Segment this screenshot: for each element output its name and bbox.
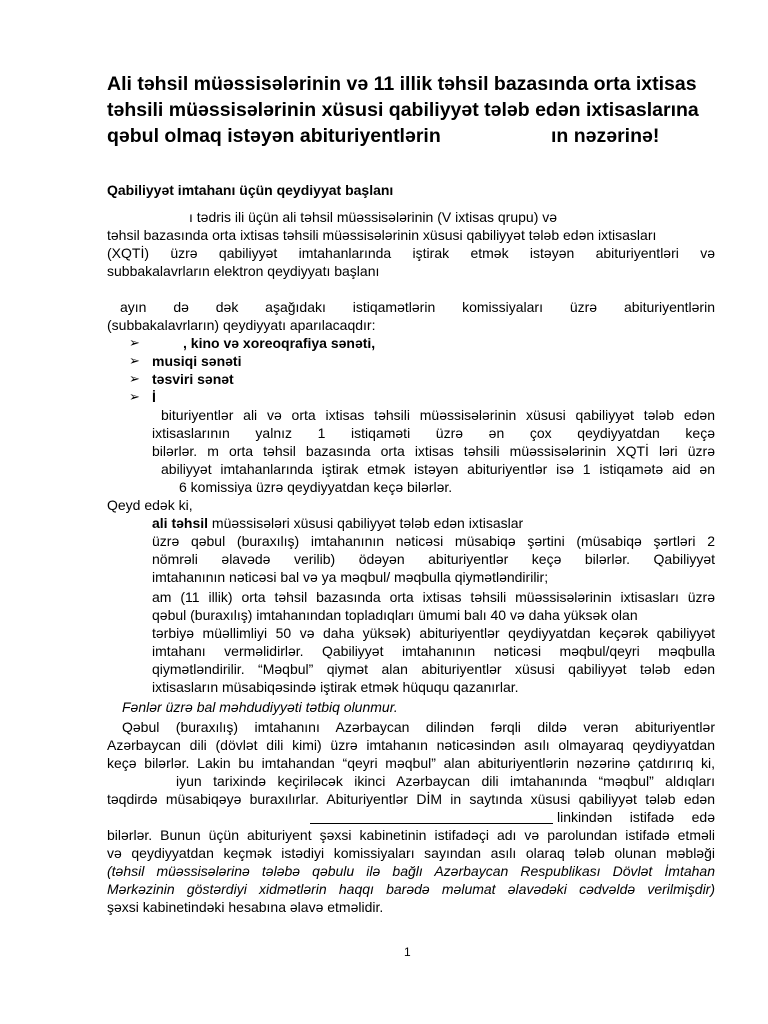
intro-line: təhsil bazasında orta ixtisas təhsili müəssisələrinin xüsusi qabiliyyət tələb edən ixtisasları xyxy=(107,227,657,243)
paragraph-line: Qəbul (buraxılış) imtahanını Azərbaycan dilindən fərqli dildə verən abituriyentlər xyxy=(122,719,715,735)
bullet-item: təsviri sənət xyxy=(152,371,234,387)
note-text: müəssisələri xüsusi qabiliyyət tələb edən ixtisaslar xyxy=(208,515,524,531)
title-line-part: qəbul olmaq istəyən abituriyentlərin xyxy=(107,125,441,147)
intro-line: (XQTİ) üzrə qabiliyyət imtahanlarında iştirak etmək istəyən abituriyentləri və xyxy=(107,245,715,261)
bullet-arrow-icon: ➢ xyxy=(129,371,140,386)
intro-line: ı tədris ili üçün ali təhsil müəssisələrinin (V ixtisas qrupu) və xyxy=(189,209,558,225)
paragraph-line: bituriyentlər ali və orta ixtisas təhsili müəssisələrinin xüsusi qabiliyyət tələb edən xyxy=(161,407,715,423)
note-line xyxy=(152,514,715,532)
italic-line: (təhsil müəssisələrinə tələbə qəbulu ilə bağlı Azərbaycan Respublikası Dövlət İmtahan xyxy=(107,863,715,879)
page-number: 1 xyxy=(404,945,411,959)
italic-line: Mərkəzinin göstərdiyi xidmətlərin haqqı barədə məlumat əlavədəki cədvəldə verilmişdir) xyxy=(107,881,715,897)
note-line: üzrə qəbul (buraxılış) imtahanının nəticəsi müsabiqə şərtini (müsabiqə şərtləri 2 xyxy=(152,533,715,549)
paragraph-line: bilərlər. Bunun üçün abituriyent şəxsi kabinetinin istifadəçi adı və parolundan istifadə etməli xyxy=(107,827,715,843)
note-line: imtahanının nəticəsi bal və ya məqbul/ məqbulla qiymətləndirilir; xyxy=(152,569,549,585)
note-line: ixtisasların müsabiqəsində iştirak etmək hüququ qazanırlar. xyxy=(152,679,519,695)
section-heading: Qabiliyyət imtahanı üçün qeydiyyat başlanı xyxy=(107,182,394,198)
note-line: tərbiyə müəllimliyi 50 və daha yüksək) abituriyentlər qeydiyyatdan keçərək qabiliyyət xyxy=(152,625,715,641)
bullet-arrow-icon: ➢ xyxy=(129,389,140,404)
paragraph-line: ixtisaslarının yalnız 1 istiqaməti üzrə ən çox qeydiyyatdan keçə xyxy=(152,425,715,441)
registration-line: (subbakalavrların) qeydiyyatı aparılacaqdır: xyxy=(107,317,376,333)
bullet-item: , kino və xoreoqrafiya sənəti, xyxy=(183,335,376,351)
paragraph-line: 6 komissiya üzrə qeydiyyatdan keçə bilərlər. xyxy=(179,479,453,495)
paragraph-line: bilərlər. m orta təhsil bazasında orta ixtisas təhsili müəssisələrinin XQTİ ləri üzrə xyxy=(152,443,715,459)
registration-line: ayın də dək aşağıdakı istiqamətlərin komissiyaları üzrə abituriyentlərin xyxy=(120,299,715,315)
paragraph-line: və qeydiyyatdan keçmək istədiyi komissiyaları sayından asılı olaraq tələb olunan məbləği xyxy=(107,845,715,861)
paragraph-line: linkindən istifadə edə xyxy=(557,809,715,825)
note-bold-text: ali təhsil xyxy=(152,515,209,531)
blank-underline xyxy=(310,823,553,824)
note-line: qiymətləndirilir. “Məqbul” qiymət alan abituriyentlər xüsusi qabiliyyət tələb edən xyxy=(152,661,715,677)
document-title xyxy=(107,71,707,149)
note-line: am (11 illik) orta təhsil bazasında orta ixtisas təhsili müəssisələrinin ixtisasları üzrə xyxy=(152,589,715,605)
title-line: Ali təhsil müəssisələrinin və 11 illik təhsil bazasında orta ixtisas xyxy=(107,73,697,95)
bullet-item: musiqi sənəti xyxy=(152,353,242,369)
paragraph-line: təqdirdə müsabiqəyə buraxılırlar. Abituriyentlər DİM in saytında xüsusi qabiliyyət tələb edən xyxy=(107,791,715,807)
title-line: təhsili müəssisələrinin xüsusi qabiliyyət tələb edən ixtisaslarına xyxy=(107,99,699,121)
bullet-arrow-icon: ➢ xyxy=(129,353,140,368)
title-line xyxy=(107,123,707,149)
note-line: imtahanı verməlidirlər. Qabiliyyət imtahanının nəticəsi məqbul/qeyri məqbulla xyxy=(152,643,715,659)
title-line-part: ın nəzərinə! xyxy=(551,125,660,147)
bullet-item: İ xyxy=(152,389,156,405)
paragraph-line: keçə bilərlər. Lakin bu imtahandan “qeyri məqbul” alan abituriyentlərin nəzərinə çatdırırıq ki, xyxy=(107,755,715,771)
closing-line: şəxsi kabinetindəki hesabına əlavə etməlidir. xyxy=(107,899,384,915)
subject-note: Fənlər üzrə bal məhdudiyyəti tətbiq olunmur. xyxy=(122,699,398,715)
paragraph-line: Azərbaycan dili (dövlət dili kimi) üzrə imtahanın nəticəsindən asılı olmayaraq qeydiyyatdan xyxy=(107,737,715,753)
note-line: nömrəli əlavədə verilib) ödəyən abituriyentlər keçə bilərlər. Qabiliyyət xyxy=(152,551,715,567)
bullet-arrow-icon: ➢ xyxy=(129,335,140,350)
intro-line: subbakalavrların elektron qeydiyyatı başlanı xyxy=(107,263,380,279)
paragraph-line: abiliyyət imtahanlarında iştirak etmək istəyən abituriyentlər isə 1 istiqamətə aid ən xyxy=(161,461,715,477)
note-label: Qeyd edək ki, xyxy=(107,497,193,513)
note-line: qəbul (buraxılış) imtahanından topladıqları ümumi balı 40 və daha yüksək olan xyxy=(152,607,638,623)
paragraph-line: iyun tarixində keçiriləcək ikinci Azərbaycan dili imtahanında “məqbul” aldıqları xyxy=(176,773,715,789)
